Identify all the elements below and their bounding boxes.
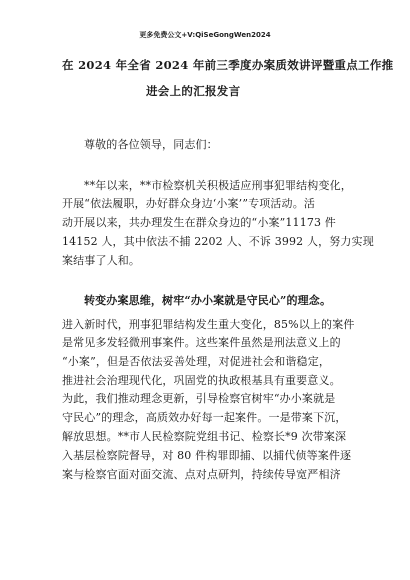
paragraph-2-line-7: 解放思想。**市人民检察院党组书记、检察长*9 次带案深 [62, 430, 347, 443]
paragraph-1-line-1: **年以来，**市检察机关积极适应刑事犯罪结构变化， [84, 179, 352, 192]
paragraph-2-line-3: “小案”，但是否依法妥善处理，对促进社会和谐稳定， [62, 355, 330, 368]
salutation: 尊敬的各位领导，同志们： [84, 138, 218, 151]
paragraph-2-line-6: 守民心”的理念，高质效办好每一起案件。一是带案下沉， [62, 411, 347, 424]
paragraph-2-line-4: 推进社会治理现代化，巩固党的执政根基具有重要意义。 [62, 374, 341, 387]
paragraph-2-line-9: 案与检察官面对面交流、点对点研判，持续传导宽严相济 [62, 468, 341, 481]
document-title-line-1: 在 2024 年全省 2024 年前三季度办案质效讲评暨重点工作推 [62, 58, 394, 72]
paragraph-2-line-2: 是常见多发轻微刑事案件。这些案件虽然是刑法意义上的 [62, 336, 341, 349]
page-header: 更多免费公文+V:QiSeGongWen2024 [139, 31, 271, 39]
paragraph-1-line-4: 14152 人，其中依法不捕 2202 人、不诉 3992 人，努力实现 [62, 235, 374, 248]
paragraph-2-line-1: 进入新时代，刑事犯罪结构发生重大变化，85%以上的案件 [62, 318, 355, 331]
paragraph-2-line-5: 为此，我们推动理念更新，引导检察官树牢“办小案就是 [62, 392, 336, 405]
section-heading: 转变办案思维，树牢“办小案就是守民心”的理念。 [84, 294, 332, 307]
paragraph-2-line-8: 入基层检察院督导，对 80 件构罪即捕、以捕代侦等案件逐 [62, 449, 352, 462]
paragraph-1-line-5: 案结事了人和。 [62, 254, 141, 267]
paragraph-1-line-2: 开展“依法履职，办好群众身边‘小案’”专项活动。活 [62, 197, 315, 210]
document-title-line-2: 进会上的汇报发言 [146, 84, 241, 98]
paragraph-1-line-3: 动开展以来，共办理发生在群众身边的“小案”11173 件 [62, 216, 336, 229]
